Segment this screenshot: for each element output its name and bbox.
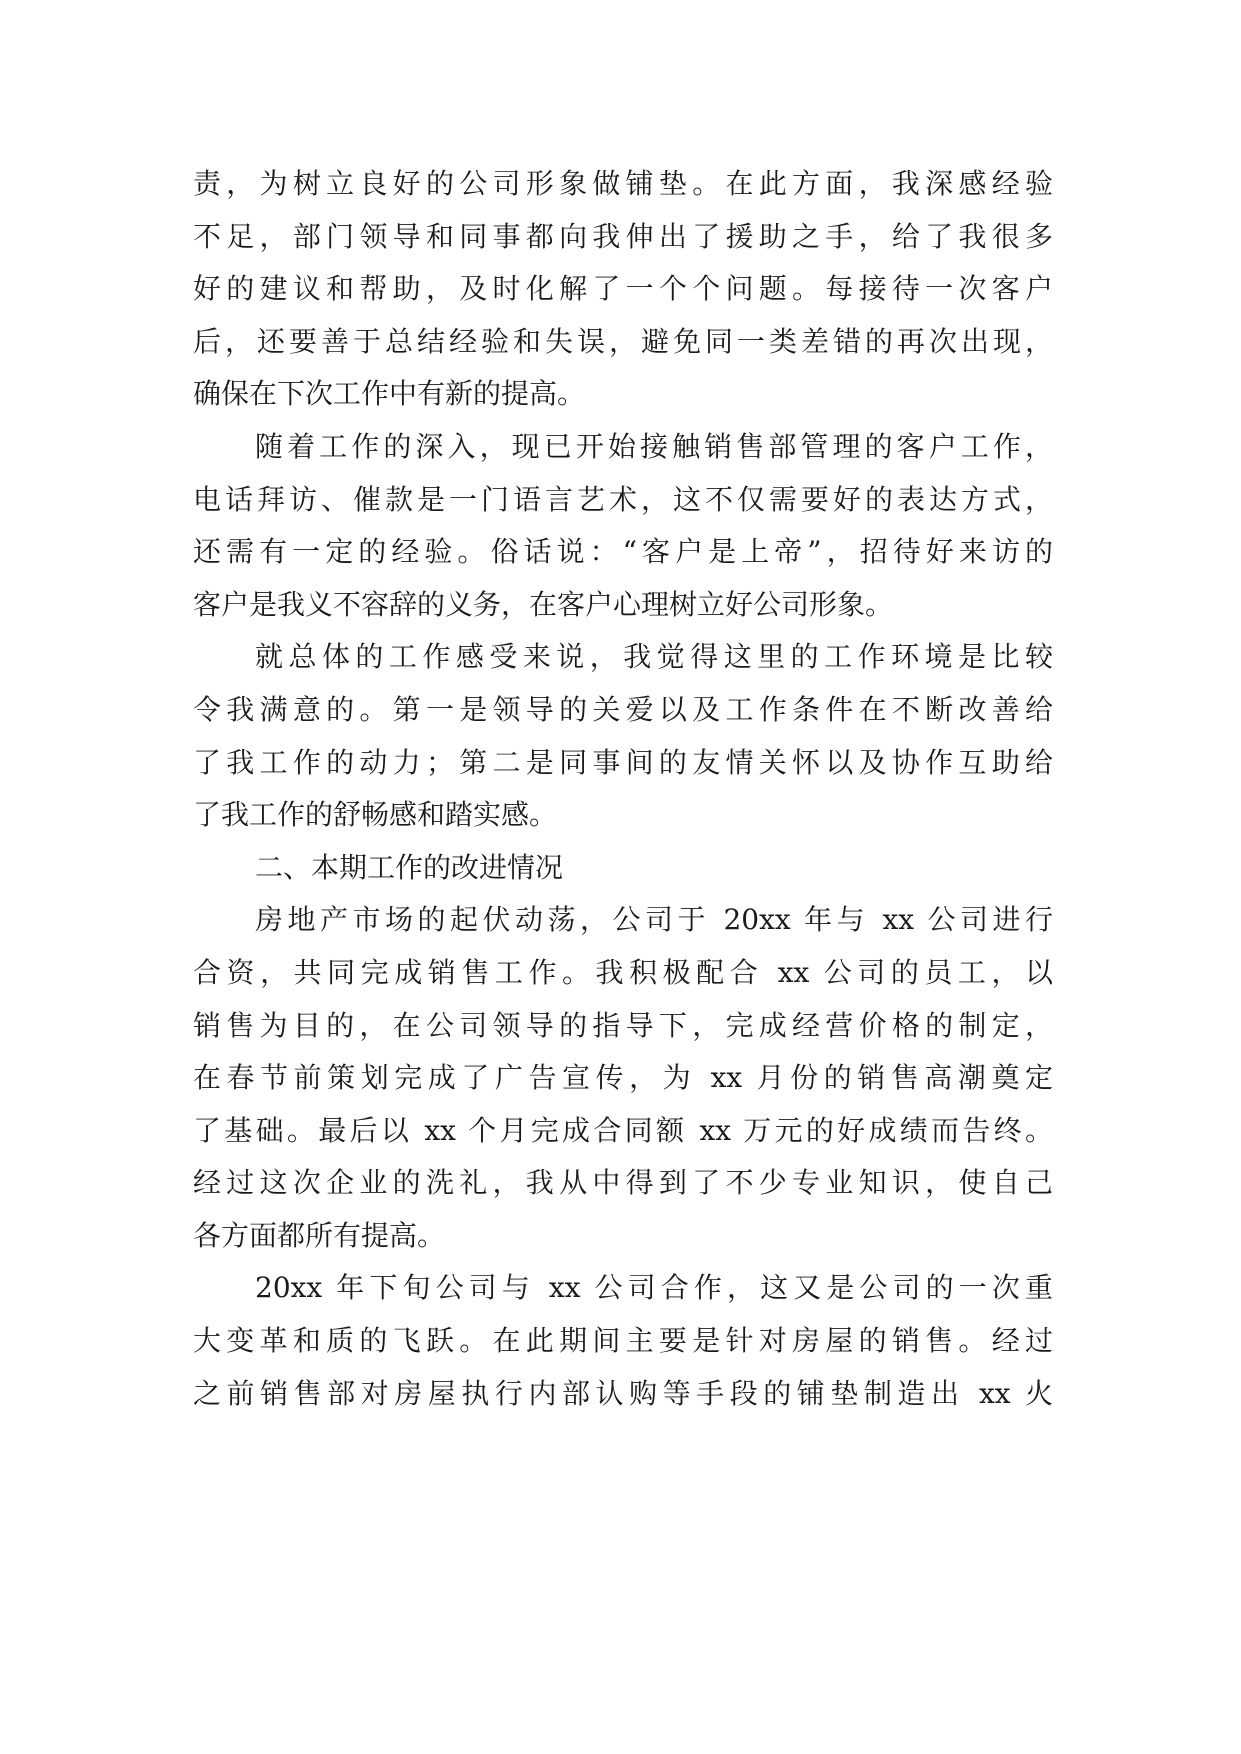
text-line: 就总体的工作感受来说，我觉得这里的工作环境是比较 <box>255 640 1053 674</box>
paragraph-4 <box>193 894 1053 1262</box>
text-line: 随着工作的深入，现已开始接触销售部管理的客户工作， <box>255 429 1053 463</box>
text-line: 大变革和质的飞跃。在此期间主要是针对房屋的销售。经过 <box>193 1324 1053 1358</box>
paragraph-2 <box>193 421 1053 631</box>
text-line: 了我工作的动力；第二是同事间的友情关怀以及协作互助给 <box>193 745 1053 779</box>
text-line: 了基础。最后以 xx 个月完成合同额 xx 万元的好成绩而告终。 <box>193 1113 1053 1147</box>
paragraph-3 <box>193 631 1053 841</box>
text-line: 合资，共同完成销售工作。我积极配合 xx 公司的员工，以 <box>193 955 1053 989</box>
paragraph-1 <box>193 158 1053 421</box>
text-line: 电话拜访、催款是一门语言艺术，这不仅需要好的表达方式， <box>193 482 1053 516</box>
paragraph-5 <box>193 1262 1053 1420</box>
text-line: 令我满意的。第一是领导的关爱以及工作条件在不断改善给 <box>193 692 1053 726</box>
text-line: 销售为目的，在公司领导的指导下，完成经营价格的制定， <box>193 1008 1053 1042</box>
text-line: 责，为树立良好的公司形象做铺垫。在此方面，我深感经验 <box>193 167 1053 200</box>
text-line: 后，还要善于总结经验和失误，避免同一类差错的再次出现， <box>193 324 1053 358</box>
text-line: 在春节前策划完成了广告宣传，为 xx 月份的销售高潮奠定 <box>193 1061 1053 1095</box>
text-line: 好的建议和帮助，及时化解了一个个问题。每接待一次客户 <box>193 272 1053 306</box>
text-line: 经过这次企业的洗礼，我从中得到了不少专业知识，使自己 <box>193 1166 1053 1200</box>
text-line: 房地产市场的起伏动荡，公司于 20xx 年与 xx 公司进行 <box>255 903 1053 937</box>
body-text <box>193 158 1053 1420</box>
section-heading <box>193 842 1053 895</box>
text-line: 了我工作的舒畅感和踏实感。 <box>193 798 558 832</box>
text-line: 还需有一定的经验。俗话说：“客户是上帝”，招待好来访的 <box>193 535 1053 569</box>
text-line: 各方面都所有提高。 <box>193 1218 446 1252</box>
text-line: 之前销售部对房屋执行内部认购等手段的铺垫制造出 xx 火 <box>193 1376 1053 1410</box>
text-line: 20xx 年下旬公司与 xx 公司合作，这又是公司的一次重 <box>255 1271 1053 1305</box>
text-line: 不足，部门领导和同事都向我伸出了援助之手，给了我很多 <box>193 219 1053 253</box>
text-line: 客户是我义不容辞的义务，在客户心理树立好公司形象。 <box>193 587 894 621</box>
text-line: 确保在下次工作中有新的提高。 <box>193 377 586 411</box>
text-line: 二、本期工作的改进情况 <box>255 850 564 884</box>
